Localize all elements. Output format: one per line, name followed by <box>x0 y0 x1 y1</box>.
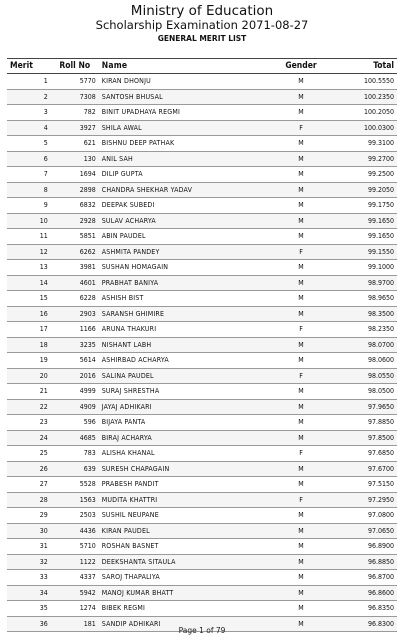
name-cell: NISHANT LABH <box>99 337 269 353</box>
total-cell: 97.5150 <box>333 477 397 493</box>
table-row <box>7 182 397 198</box>
table-row <box>7 415 397 431</box>
name-cell: JAYAJ ADHIKARI <box>99 399 269 415</box>
list-title: GENERAL MERIT LIST <box>157 34 247 43</box>
name-cell: ARUNA THAKURI <box>99 322 269 338</box>
merit-cell: 2 <box>7 89 51 105</box>
merit-table <box>7 58 397 632</box>
table-row <box>7 461 397 477</box>
merit-cell: 7 <box>7 167 51 183</box>
roll-no-cell: 782 <box>51 105 99 121</box>
roll-no-cell: 3981 <box>51 260 99 276</box>
roll-no-cell: 6262 <box>51 244 99 260</box>
gender-cell: M <box>269 570 334 586</box>
roll-no-cell: 639 <box>51 461 99 477</box>
gender-cell: F <box>269 446 334 462</box>
gender-cell: M <box>269 167 334 183</box>
total-cell: 98.3500 <box>333 306 397 322</box>
gender-cell: F <box>269 244 334 260</box>
roll-no-cell: 2928 <box>51 213 99 229</box>
table-row <box>7 322 397 338</box>
total-cell: 98.9700 <box>333 275 397 291</box>
table-row <box>7 368 397 384</box>
table-row <box>7 120 397 136</box>
merit-cell: 4 <box>7 120 51 136</box>
roll-no-cell: 5851 <box>51 229 99 245</box>
total-cell: 100.2350 <box>333 89 397 105</box>
gender-cell: M <box>269 136 334 152</box>
name-cell: BINIT UPADHAYA REGMI <box>99 105 269 121</box>
merit-cell: 20 <box>7 368 51 384</box>
total-cell: 97.2950 <box>333 492 397 508</box>
total-cell: 97.6700 <box>333 461 397 477</box>
name-cell: BIRAJ ACHARYA <box>99 430 269 446</box>
name-cell: SANDIP ADHIKARI <box>99 616 269 632</box>
column-header-merit: Merit <box>7 59 51 74</box>
roll-no-cell: 1694 <box>51 167 99 183</box>
merit-cell: 16 <box>7 306 51 322</box>
merit-cell: 28 <box>7 492 51 508</box>
gender-cell: M <box>269 384 334 400</box>
table-row <box>7 554 397 570</box>
name-cell: SHILA AWAL <box>99 120 269 136</box>
name-cell: SUSHIL NEUPANE <box>99 508 269 524</box>
table-row <box>7 198 397 214</box>
name-cell: MUDITA KHATTRI <box>99 492 269 508</box>
table-row <box>7 89 397 105</box>
name-cell: DEEPAK SUBEDI <box>99 198 269 214</box>
table-row <box>7 539 397 555</box>
gender-cell: M <box>269 461 334 477</box>
merit-cell: 27 <box>7 477 51 493</box>
page-number: Page 1 of 79 <box>178 626 226 635</box>
name-cell: DEEKSHANTA SITAULA <box>99 554 269 570</box>
column-header-roll-no: Roll No <box>51 59 99 74</box>
merit-cell: 11 <box>7 229 51 245</box>
merit-cell: 18 <box>7 337 51 353</box>
total-cell: 98.0600 <box>333 353 397 369</box>
name-cell: ANIL SAH <box>99 151 269 167</box>
document-subtitle: Scholarship Examination 2071-08-27 <box>95 18 309 32</box>
roll-no-cell: 2903 <box>51 306 99 322</box>
merit-cell: 25 <box>7 446 51 462</box>
name-cell: SAROJ THAPALIYA <box>99 570 269 586</box>
merit-cell: 29 <box>7 508 51 524</box>
total-cell: 96.8300 <box>333 616 397 632</box>
merit-cell: 17 <box>7 322 51 338</box>
table-row <box>7 508 397 524</box>
total-cell: 99.2700 <box>333 151 397 167</box>
column-header-gender: Gender <box>269 59 334 74</box>
total-cell: 97.0800 <box>333 508 397 524</box>
total-cell: 99.1650 <box>333 229 397 245</box>
total-cell: 99.3100 <box>333 136 397 152</box>
table-row <box>7 492 397 508</box>
merit-cell: 12 <box>7 244 51 260</box>
roll-no-cell: 130 <box>51 151 99 167</box>
roll-no-cell: 3235 <box>51 337 99 353</box>
roll-no-cell: 1166 <box>51 322 99 338</box>
gender-cell: M <box>269 353 334 369</box>
total-cell: 99.2050 <box>333 182 397 198</box>
name-cell: CHANDRA SHEKHAR YADAV <box>99 182 269 198</box>
total-cell: 97.8500 <box>333 430 397 446</box>
merit-cell: 14 <box>7 275 51 291</box>
roll-no-cell: 5770 <box>51 74 99 90</box>
table-row <box>7 523 397 539</box>
gender-cell: M <box>269 182 334 198</box>
table-row <box>7 353 397 369</box>
merit-cell: 30 <box>7 523 51 539</box>
merit-cell: 26 <box>7 461 51 477</box>
gender-cell: M <box>269 213 334 229</box>
total-cell: 97.0650 <box>333 523 397 539</box>
roll-no-cell: 2503 <box>51 508 99 524</box>
roll-no-cell: 3927 <box>51 120 99 136</box>
table-row <box>7 399 397 415</box>
total-cell: 98.0500 <box>333 384 397 400</box>
name-cell: SURESH CHAPAGAIN <box>99 461 269 477</box>
roll-no-cell: 2016 <box>51 368 99 384</box>
total-cell: 100.2050 <box>333 105 397 121</box>
gender-cell: M <box>269 508 334 524</box>
name-cell: SURAJ SHRESTHA <box>99 384 269 400</box>
merit-cell: 21 <box>7 384 51 400</box>
name-cell: PRABHAT BANIYA <box>99 275 269 291</box>
merit-cell: 5 <box>7 136 51 152</box>
merit-cell: 35 <box>7 601 51 617</box>
gender-cell: M <box>269 539 334 555</box>
gender-cell: M <box>269 430 334 446</box>
merit-cell: 22 <box>7 399 51 415</box>
total-cell: 96.8700 <box>333 570 397 586</box>
total-cell: 99.2500 <box>333 167 397 183</box>
roll-no-cell: 6228 <box>51 291 99 307</box>
gender-cell: M <box>269 105 334 121</box>
table-row <box>7 105 397 121</box>
total-cell: 99.1650 <box>333 213 397 229</box>
name-cell: ALISHA KHANAL <box>99 446 269 462</box>
name-cell: ABIN PAUDEL <box>99 229 269 245</box>
table-header-row <box>7 59 397 74</box>
total-cell: 96.8850 <box>333 554 397 570</box>
gender-cell: M <box>269 74 334 90</box>
gender-cell: M <box>269 151 334 167</box>
roll-no-cell: 2898 <box>51 182 99 198</box>
gender-cell: F <box>269 322 334 338</box>
total-cell: 98.2350 <box>333 322 397 338</box>
merit-cell: 13 <box>7 260 51 276</box>
table-row <box>7 291 397 307</box>
table-row <box>7 570 397 586</box>
merit-cell: 15 <box>7 291 51 307</box>
roll-no-cell: 5942 <box>51 585 99 601</box>
table-row <box>7 384 397 400</box>
merit-cell: 3 <box>7 105 51 121</box>
total-cell: 100.5550 <box>333 74 397 90</box>
merit-cell: 34 <box>7 585 51 601</box>
roll-no-cell: 1274 <box>51 601 99 617</box>
total-cell: 100.0300 <box>333 120 397 136</box>
name-cell: MANOJ KUMAR BHATT <box>99 585 269 601</box>
name-cell: KIRAN PAUDEL <box>99 523 269 539</box>
merit-cell: 1 <box>7 74 51 90</box>
table-row <box>7 337 397 353</box>
name-cell: PRABESH PANDIT <box>99 477 269 493</box>
gender-cell: M <box>269 306 334 322</box>
total-cell: 97.9650 <box>333 399 397 415</box>
roll-no-cell: 7308 <box>51 89 99 105</box>
total-cell: 97.8850 <box>333 415 397 431</box>
table-row <box>7 213 397 229</box>
gender-cell: M <box>269 89 334 105</box>
merit-cell: 10 <box>7 213 51 229</box>
name-cell: DILIP GUPTA <box>99 167 269 183</box>
total-cell: 99.1750 <box>333 198 397 214</box>
roll-no-cell: 4999 <box>51 384 99 400</box>
table-row <box>7 151 397 167</box>
column-header-name: Name <box>99 59 269 74</box>
table-row <box>7 229 397 245</box>
gender-cell: F <box>269 368 334 384</box>
total-cell: 98.9650 <box>333 291 397 307</box>
roll-no-cell: 4337 <box>51 570 99 586</box>
name-cell: BIJAYA PANTA <box>99 415 269 431</box>
table-row <box>7 585 397 601</box>
roll-no-cell: 4601 <box>51 275 99 291</box>
roll-no-cell: 1122 <box>51 554 99 570</box>
roll-no-cell: 5710 <box>51 539 99 555</box>
total-cell: 96.8350 <box>333 601 397 617</box>
gender-cell: M <box>269 415 334 431</box>
name-cell: SALINA PAUDEL <box>99 368 269 384</box>
table-row <box>7 74 397 90</box>
gender-cell: M <box>269 399 334 415</box>
name-cell: ASHIRBAD ACHARYA <box>99 353 269 369</box>
document-title: Ministry of Education <box>130 3 274 19</box>
roll-no-cell: 783 <box>51 446 99 462</box>
table-row <box>7 136 397 152</box>
table-row <box>7 430 397 446</box>
gender-cell: M <box>269 601 334 617</box>
name-cell: ROSHAN BASNET <box>99 539 269 555</box>
total-cell: 97.6850 <box>333 446 397 462</box>
name-cell: SULAV ACHARYA <box>99 213 269 229</box>
total-cell: 96.8900 <box>333 539 397 555</box>
roll-no-cell: 5614 <box>51 353 99 369</box>
name-cell: ASHISH BIST <box>99 291 269 307</box>
roll-no-cell: 621 <box>51 136 99 152</box>
name-cell: KIRAN DHONJU <box>99 74 269 90</box>
merit-cell: 6 <box>7 151 51 167</box>
table-row <box>7 260 397 276</box>
merit-cell: 24 <box>7 430 51 446</box>
gender-cell: M <box>269 616 334 632</box>
table-row <box>7 275 397 291</box>
merit-cell: 33 <box>7 570 51 586</box>
name-cell: SANTOSH BHUSAL <box>99 89 269 105</box>
roll-no-cell: 4909 <box>51 399 99 415</box>
gender-cell: M <box>269 477 334 493</box>
gender-cell: M <box>269 585 334 601</box>
gender-cell: M <box>269 275 334 291</box>
total-cell: 98.0700 <box>333 337 397 353</box>
gender-cell: F <box>269 492 334 508</box>
merit-cell: 8 <box>7 182 51 198</box>
gender-cell: F <box>269 120 334 136</box>
merit-cell: 36 <box>7 616 51 632</box>
gender-cell: M <box>269 198 334 214</box>
roll-no-cell: 4685 <box>51 430 99 446</box>
name-cell: ASHMITA PANDEY <box>99 244 269 260</box>
gender-cell: M <box>269 291 334 307</box>
gender-cell: M <box>269 229 334 245</box>
column-header-total: Total <box>333 59 397 74</box>
table-row <box>7 601 397 617</box>
table-row <box>7 167 397 183</box>
table-row <box>7 306 397 322</box>
gender-cell: M <box>269 337 334 353</box>
total-cell: 99.1000 <box>333 260 397 276</box>
table-row <box>7 446 397 462</box>
name-cell: SARANSH GHIMIRE <box>99 306 269 322</box>
merit-cell: 31 <box>7 539 51 555</box>
total-cell: 98.0550 <box>333 368 397 384</box>
merit-cell: 19 <box>7 353 51 369</box>
total-cell: 99.1550 <box>333 244 397 260</box>
merit-cell: 23 <box>7 415 51 431</box>
merit-cell: 9 <box>7 198 51 214</box>
roll-no-cell: 181 <box>51 616 99 632</box>
name-cell: SUSHAN HOMAGAIN <box>99 260 269 276</box>
name-cell: BIBEK REGMI <box>99 601 269 617</box>
name-cell: BISHNU DEEP PATHAK <box>99 136 269 152</box>
total-cell: 96.8600 <box>333 585 397 601</box>
gender-cell: M <box>269 523 334 539</box>
roll-no-cell: 1563 <box>51 492 99 508</box>
roll-no-cell: 596 <box>51 415 99 431</box>
gender-cell: M <box>269 554 334 570</box>
roll-no-cell: 4436 <box>51 523 99 539</box>
gender-cell: M <box>269 260 334 276</box>
table-row <box>7 244 397 260</box>
table-row <box>7 477 397 493</box>
roll-no-cell: 5528 <box>51 477 99 493</box>
roll-no-cell: 6832 <box>51 198 99 214</box>
merit-cell: 32 <box>7 554 51 570</box>
